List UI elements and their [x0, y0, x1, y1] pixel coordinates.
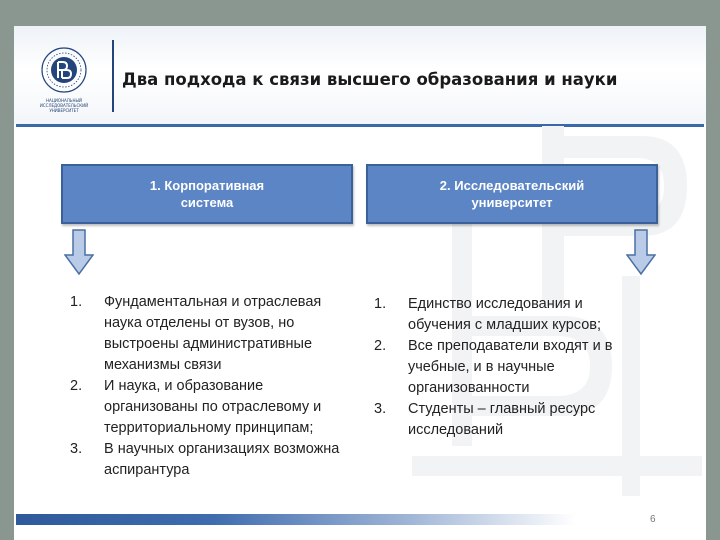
arrow-down-icon [64, 229, 94, 275]
header-divider [112, 40, 114, 112]
list-number: 3. [374, 401, 387, 417]
list-item [70, 292, 360, 376]
slide-title: Два подхода к связи высшего образования и науки [122, 70, 618, 89]
list-item [374, 294, 636, 336]
list-number: 2. [70, 378, 83, 394]
research-university-box [366, 164, 658, 224]
list-text: В научных организациях возможна аспирантура [104, 441, 340, 478]
list-text: Единство исследования и обучения с младших курсов; [408, 296, 602, 333]
slide [14, 26, 706, 540]
list-number: 3. [70, 441, 83, 457]
research-box-line2: университет [471, 195, 553, 210]
corporate-box-line2: система [180, 195, 234, 210]
research-university-list [374, 294, 636, 441]
list-number: 2. [374, 338, 387, 354]
slide-header [14, 26, 706, 124]
list-text: Студенты – главный ресурс исследований [408, 401, 596, 438]
list-text: Все преподаватели входят и в учебные, и в научные организованности [408, 338, 613, 396]
list-number: 1. [374, 296, 387, 312]
logo-caption: НАЦИОНАЛЬНЫЙ ИССЛЕДОВАТЕЛЬСКИЙ УНИВЕРСИТЕТ [39, 98, 89, 113]
list-text: И наука, и образование организованы по отраслевому и территориальному принципам; [104, 378, 322, 436]
list-item [374, 399, 636, 441]
corporate-system-box [61, 164, 353, 224]
list-number: 1. [70, 294, 83, 310]
logo-emblem-icon [40, 46, 88, 94]
list-item [374, 336, 636, 399]
list-text: Фундаментальная и отраслевая наука отделены от вузов, но выстроены административные механизмы связи [104, 294, 322, 373]
research-box-line1: 2. Исследовательский [439, 178, 585, 193]
arrow-down-icon [626, 229, 656, 275]
list-item [70, 439, 360, 481]
corporate-system-list [70, 292, 360, 481]
corporate-box-line1: 1. Корпоративная [149, 178, 265, 193]
footer-bar [16, 514, 576, 525]
university-logo [36, 46, 92, 122]
page-number: 6 [650, 514, 656, 525]
list-item [70, 376, 360, 439]
